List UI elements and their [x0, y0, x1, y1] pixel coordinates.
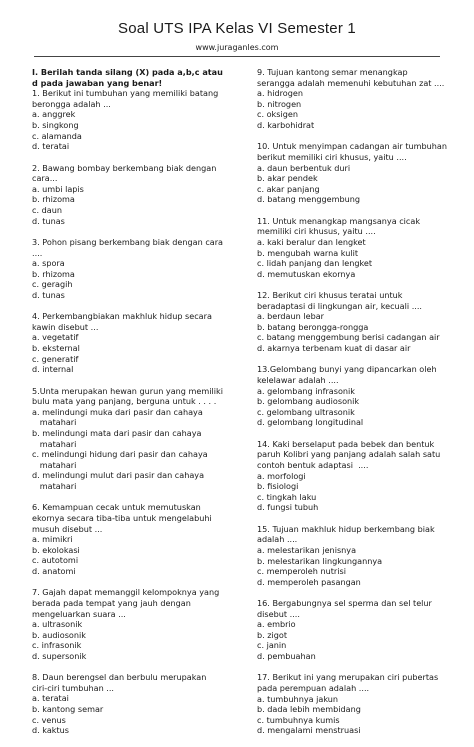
answer-option[interactable]: a. morfologi — [257, 470, 306, 481]
question-stem: serangga adalah memenuhi kebutuhan zat .... — [257, 77, 445, 88]
answer-option[interactable]: b. zigot — [257, 629, 288, 640]
question-item — [32, 237, 242, 301]
answer-option[interactable]: d. mengalami menstruasi — [257, 725, 361, 736]
answer-option[interactable]: b. ekolokasi — [32, 544, 80, 555]
question-stem: memiliki ciri khusus, yaitu .... — [257, 226, 376, 237]
answer-option[interactable]: c. autotomi — [32, 555, 79, 566]
answer-option[interactable]: a. tumbuhnya jakun — [257, 693, 339, 704]
question-item — [32, 587, 242, 661]
answer-option[interactable]: c. lidah panjang dan lengket — [257, 258, 373, 269]
question-stem: bulu mata yang panjang, berguna untuk . . . . — [32, 396, 217, 407]
answer-option[interactable]: c. daun — [32, 204, 62, 215]
question-item — [32, 672, 242, 736]
question-item — [32, 88, 242, 152]
question-item — [32, 311, 242, 375]
answer-option[interactable]: c. tumbuhnya kumis — [257, 714, 340, 725]
answer-option[interactable]: d. melindungi mulut dari pasir dan cahaya — [32, 470, 205, 481]
website-url: www.juraganles.com — [195, 43, 279, 52]
question-stem: 16. Bergabungnya sel sperma dan sel telur — [257, 598, 432, 609]
answer-option[interactable]: a. kaki beralur dan lengket — [257, 236, 366, 247]
question-stem: 7. Gajah dapat memanggil kelompoknya yang — [32, 587, 220, 598]
answer-option[interactable]: a. anggrek — [32, 109, 76, 120]
answer-option[interactable]: c. janin — [257, 640, 287, 651]
answer-option[interactable]: d. kaktus — [32, 725, 69, 736]
instruction-line: I. Berilah tanda silang (X) pada a,b,c atau — [32, 67, 223, 77]
question-stem: 5.Unta merupakan hewan gurun yang memiliki — [32, 385, 223, 396]
answer-option[interactable]: d. anatomi — [32, 565, 76, 576]
answer-option[interactable]: c. akar panjang — [257, 183, 320, 194]
answer-option[interactable]: d. gelombang longitudinal — [257, 417, 364, 428]
page-title: Soal UTS IPA Kelas VI Semester 1 — [118, 20, 356, 37]
question-stem: 10. Untuk menyimpan cadangan air tumbuhan — [257, 141, 447, 152]
answer-option[interactable]: c. alamanda — [32, 130, 82, 141]
answer-option[interactable]: d. tunas — [32, 289, 65, 300]
question-stem: 14. Kaki berselaput pada bebek dan bentuk — [257, 438, 435, 449]
left-column — [32, 67, 242, 747]
question-item — [257, 672, 467, 736]
answer-option[interactable]: b. dada lebih membidang — [257, 704, 361, 715]
answer-option[interactable]: b. fisiologi — [257, 481, 299, 492]
instruction-line: d pada jawaban yang benar! — [32, 77, 163, 88]
answer-option[interactable]: b. melindungi mata dari pasir dan cahaya — [32, 428, 202, 438]
question-item — [257, 439, 467, 513]
question-stem: 4. Perkembangbiakan makhluk hidup secara — [32, 311, 212, 322]
question-item — [257, 524, 467, 588]
question-stem: 11. Untuk menangkap mangsanya cicak — [257, 215, 421, 226]
question-stem: 13.Gelombang bunyi yang dipancarkan oleh — [257, 364, 437, 375]
question-stem: disebut .... — [257, 608, 300, 619]
answer-option[interactable]: d. pembuahan — [257, 651, 316, 662]
question-stem: berikut memiliki ciri khusus, yaitu .... — [257, 151, 407, 162]
answer-option[interactable]: a. teratai — [32, 693, 69, 704]
answer-option[interactable]: a. ultrasonik — [32, 619, 83, 630]
question-stem: mengeluarkan suara ... — [32, 608, 126, 619]
answer-option[interactable]: d. tunas — [32, 215, 65, 226]
question-stem: ekornya secara tiba-tiba untuk mengelabuhi — [32, 512, 212, 523]
answer-option[interactable]: c. batang menggembung berisi cadangan air — [257, 332, 440, 343]
answer-option[interactable]: d. internal — [32, 364, 74, 375]
answer-option[interactable]: c. melindungi hidung dari pasir dan cahaya — [32, 449, 208, 460]
question-item — [257, 598, 467, 662]
header-divider — [34, 56, 440, 57]
question-item — [32, 502, 242, 576]
question-stem: berongga adalah ... — [32, 98, 111, 109]
question-stem: berada pada tempat yang jauh dengan — [32, 597, 191, 608]
answer-option[interactable]: b. eksternal — [32, 343, 80, 354]
answer-option[interactable]: matahari — [32, 438, 77, 449]
question-item — [257, 216, 467, 280]
question-stem: 9. Tujuan kantong semar menangkap — [257, 67, 408, 77]
answer-option[interactable]: b. mengubah warna kulit — [257, 247, 359, 258]
question-stem: 2. Bawang bombay berkembang biak dengan — [32, 162, 217, 173]
answer-option[interactable]: c. geragih — [32, 279, 73, 290]
question-stem: contoh bentuk adaptasi .... — [257, 459, 369, 470]
answer-option[interactable]: d. memutuskan ekornya — [257, 268, 356, 279]
question-item — [257, 67, 467, 131]
answer-option[interactable]: a. berdaun lebar — [257, 311, 324, 322]
question-stem: 1. Berikut ini tumbuhan yang memiliki batang — [32, 88, 219, 99]
answer-option[interactable]: matahari — [32, 459, 77, 470]
answer-option[interactable]: b. akar pendek — [257, 173, 318, 184]
question-stem: adalah .... — [257, 534, 298, 545]
answer-option[interactable]: b. rhizoma — [32, 268, 75, 279]
question-stem: musuh disebut ... — [32, 523, 103, 534]
answer-option[interactable]: d. fungsi tubuh — [257, 502, 319, 513]
question-item — [257, 141, 467, 205]
answer-option[interactable]: b. batang berongga-rongga — [257, 321, 369, 332]
answer-option[interactable]: d. karbohidrat — [257, 119, 315, 130]
question-stem: 15. Tujuan makhluk hidup berkembang biak — [257, 523, 435, 534]
question-stem: pada perempuan adalah .... — [257, 683, 370, 694]
right-column — [257, 67, 467, 747]
answer-option[interactable]: d. memperoleh pasangan — [257, 576, 361, 587]
answer-option[interactable]: a. melestarikan jenisnya — [257, 544, 357, 555]
question-stem: 17. Berikut ini yang merupakan ciri pubertas — [257, 672, 439, 683]
answer-option[interactable]: d. teratai — [32, 141, 70, 152]
question-stem: paruh Kolibri yang panjang adalah salah satu — [257, 449, 441, 460]
question-stem: 3. Pohon pisang berkembang biak dengan cara — [32, 236, 224, 247]
answer-option[interactable]: b. kantong semar — [32, 704, 104, 715]
answer-option[interactable]: c. memperoleh nutrisi — [257, 566, 346, 577]
answer-option[interactable]: matahari — [32, 480, 77, 491]
answer-option[interactable]: c. tingkah laku — [257, 491, 317, 502]
instruction — [32, 67, 242, 88]
answer-option[interactable]: matahari — [32, 417, 77, 428]
answer-option[interactable]: a. daun berbentuk duri — [257, 162, 351, 173]
answer-option[interactable]: c. infrasonik — [32, 640, 82, 651]
question-item — [32, 386, 242, 492]
question-stem: ciri-ciri tumbuhan ... — [32, 682, 115, 693]
question-stem: 12. Berikut ciri khusus teratai untuk — [257, 290, 403, 301]
question-stem: kawin disebut ... — [32, 321, 99, 332]
answer-option[interactable]: a. vegetatif — [32, 332, 79, 343]
answer-option[interactable]: b. singkong — [32, 119, 79, 130]
question-item — [257, 290, 467, 354]
answer-option[interactable]: a. hidrogen — [257, 88, 303, 99]
answer-option[interactable]: c. venus — [32, 714, 66, 725]
answer-option[interactable]: b. nitrogen — [257, 98, 302, 109]
answer-option[interactable]: d. batang menggembung — [257, 194, 361, 205]
question-stem: cara... — [32, 173, 58, 184]
answer-option[interactable]: b. melestarikan lingkungannya — [257, 555, 383, 566]
question-stem: kelelawar adalah .... — [257, 375, 339, 386]
answer-option[interactable]: b. rhizoma — [32, 194, 75, 205]
question-stem: 6. Kemampuan cecak untuk memutuskan — [32, 502, 201, 513]
answer-option[interactable]: c. oksigen — [257, 109, 298, 120]
answer-option[interactable]: d. akarnya terbenam kuat di dasar air — [257, 343, 411, 354]
answer-option[interactable]: a. mimikri — [32, 534, 73, 545]
answer-option[interactable]: a. melindungi muka dari pasir dan cahaya — [32, 406, 203, 417]
answer-option[interactable]: b. audiosonik — [32, 629, 86, 640]
answer-option[interactable]: a. umbi lapis — [32, 183, 84, 194]
question-stem: beradaptasi di lingkungan air, kecuali .... — [257, 300, 422, 311]
answer-option[interactable]: c. gelombang ultrasonik — [257, 406, 355, 417]
question-item — [257, 364, 467, 428]
answer-option[interactable]: d. supersonik — [32, 650, 87, 661]
answer-option[interactable]: b. gelombang audiosonik — [257, 396, 360, 407]
answer-option[interactable]: c. generatif — [32, 353, 79, 364]
answer-option[interactable]: a. embrio — [257, 619, 296, 630]
question-item — [32, 163, 242, 227]
answer-option[interactable]: a. spora — [32, 258, 65, 269]
answer-option[interactable]: a. gelombang infrasonik — [257, 385, 355, 396]
question-stem: .... — [32, 247, 43, 258]
question-stem: 8. Daun berengsel dan berbulu merupakan — [32, 672, 207, 683]
